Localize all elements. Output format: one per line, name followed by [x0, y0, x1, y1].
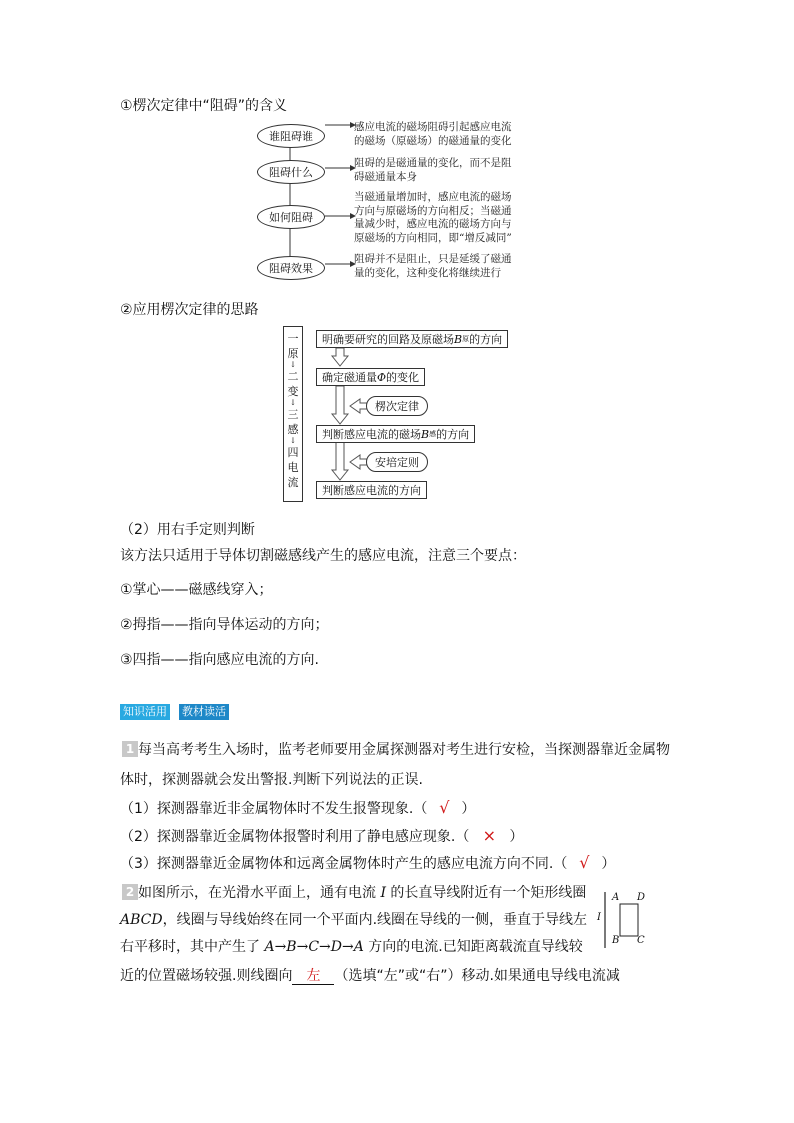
q2-symbol-i: I — [380, 885, 386, 901]
q1-item-2 — [120, 826, 523, 847]
tag-textbook-read: 教材读活 — [179, 704, 229, 720]
step-text: 的方向 — [436, 428, 470, 441]
q1-item-3 — [120, 853, 615, 874]
flow-step-2 — [316, 368, 425, 386]
flow-step-1 — [316, 330, 508, 348]
check-mark-icon: √ — [579, 853, 590, 872]
node-desc-how-hinders: 当磁通量增加时，感应电流的磁场 方向与原磁场的方向相反；当磁通 量减少时，感应电流的磁场方向与 原磁场的方向相同，即“增反减同” — [354, 191, 512, 244]
item-text: （2）探测器靠近金属物体报警时利用了静电感应现象.（ — [120, 829, 470, 845]
q2-symbol-abcd: ABCD — [120, 912, 163, 928]
q1-item-1 — [120, 798, 475, 819]
label-a: A — [612, 892, 620, 903]
wire-coil-drawing — [596, 890, 656, 952]
label-c: C — [637, 935, 645, 946]
q2-line2 — [120, 910, 587, 930]
node-how-hinders: 如何阻碍 — [257, 205, 325, 229]
check-mark-icon: √ — [439, 798, 450, 817]
q1-line2: 体时，探测器就会发出警报.判断下列说法的正误. — [120, 772, 423, 788]
rule-ampere: 安培定则 — [366, 452, 428, 472]
label-i: I — [597, 912, 601, 923]
side-char: 变 — [287, 385, 299, 398]
flow-step-3 — [316, 425, 475, 443]
side-char: 电 — [287, 461, 299, 474]
step-symbol: B — [421, 427, 430, 441]
step-text: 判断感应电流的方向 — [322, 484, 421, 497]
q2-text: （选填“左”或“右”）移动.如果通电导线电流减 — [334, 968, 620, 984]
q1-line1: 每当高考考生入场时，监考老师要用金属探测器对考生进行安检，当探测器靠近金属物 — [138, 742, 670, 758]
node-desc-hinder-effect: 阻碍并不是阻止，只是延缓了磁通 量的变化，这种变化将继续进行 — [354, 253, 512, 279]
side-char: 二 — [287, 370, 299, 383]
tag-knowledge-use: 知识活用 — [120, 704, 170, 720]
q2-answer: 左 — [292, 968, 334, 985]
label-b: B — [612, 935, 620, 946]
point-palm: ①掌心——磁感线穿入； — [120, 582, 273, 598]
q2-text: 右平移时，其中产生了 — [120, 939, 265, 955]
point-fingers: ③四指——指向感应电流的方向. — [120, 652, 320, 668]
item-close: ） — [461, 801, 476, 817]
q2-text: 近的位置磁场较强.则线圈向 — [120, 968, 293, 984]
side-char: 原 — [287, 347, 299, 360]
side-steps-box — [283, 326, 303, 502]
step-subscript: 感 — [429, 430, 437, 438]
side-char: 三 — [287, 408, 299, 421]
section-heading-apply-lenz: ②应用楞次定律的思路 — [120, 302, 259, 318]
question-number-1: 1 — [122, 741, 138, 757]
step-text: 的变化 — [386, 371, 420, 384]
flow-step-4 — [316, 481, 427, 499]
side-char: 四 — [287, 446, 299, 459]
q2-text: 方向的电流.已知距离载流直导线较 — [363, 939, 583, 955]
item-text: （1）探测器靠近非金属物体时不发生报警现象.（ — [120, 801, 428, 817]
point-thumb: ②拇指——指向导体运动的方向； — [120, 617, 329, 633]
node-what-hinders: 阻碍什么 — [257, 160, 325, 184]
down-arrow-icon: ↓ — [289, 360, 297, 369]
down-arrow-icon: ↓ — [289, 436, 297, 445]
step-symbol: Φ — [377, 370, 387, 384]
step-text: 判断感应电流的磁场 — [322, 428, 421, 441]
question-number-2: 2 — [122, 884, 138, 900]
label-d: D — [637, 892, 646, 903]
q2-line3 — [120, 937, 583, 957]
section-heading-lenz-meaning: ①楞次定律中“阻碍”的含义 — [120, 98, 288, 114]
step-text: 确定磁通量 — [322, 371, 377, 384]
node-hinder-effect: 阻碍效果 — [257, 256, 325, 280]
node-desc-what-hinders: 阻碍的是磁通量的变化，而不是阻 碍磁通量本身 — [354, 157, 512, 183]
section-heading-right-hand: （2）用右手定则判断 — [120, 522, 255, 538]
down-arrow-icon: ↓ — [289, 398, 297, 407]
q2-text: ，线圈与导线始终在同一个平面内.线圈在导线的一侧，垂直于导线左 — [162, 912, 588, 928]
item-text: （3）探测器靠近金属物体和远离金属物体时产生的感应电流方向不同.（ — [120, 856, 568, 872]
cross-mark-icon: × — [482, 826, 497, 845]
q2-text: 的长直导线附近有一个矩形线圈 — [385, 885, 587, 901]
node-desc-who-hinders-whom: 感应电流的磁场阻碍引起感应电流 的磁场（原磁场）的磁通量的变化 — [354, 121, 512, 147]
step-text: 明确要研究的回路及原磁场 — [322, 333, 454, 346]
q2-text: 如图所示，在光滑水平面上，通有电流 — [138, 885, 381, 901]
step-symbol: B — [454, 332, 463, 346]
side-char: 感 — [287, 423, 299, 436]
step-text: 的方向 — [469, 333, 503, 346]
section3-intro: 该方法只适用于导体切割磁感线产生的感应电流，注意三个要点： — [120, 548, 526, 564]
item-close: ） — [509, 829, 524, 845]
side-char: 流 — [287, 476, 299, 489]
side-char: 一 — [287, 332, 299, 345]
node-who-hinders-whom: 谁阻碍谁 — [257, 124, 325, 148]
q2-current-path: A→B→C→D→A — [264, 939, 364, 955]
rule-lenz-law: 楞次定律 — [366, 396, 428, 416]
item-close: ） — [601, 856, 616, 872]
q2-line1 — [138, 883, 586, 903]
q2-line4 — [120, 966, 620, 986]
step-subscript: 原 — [462, 335, 470, 343]
